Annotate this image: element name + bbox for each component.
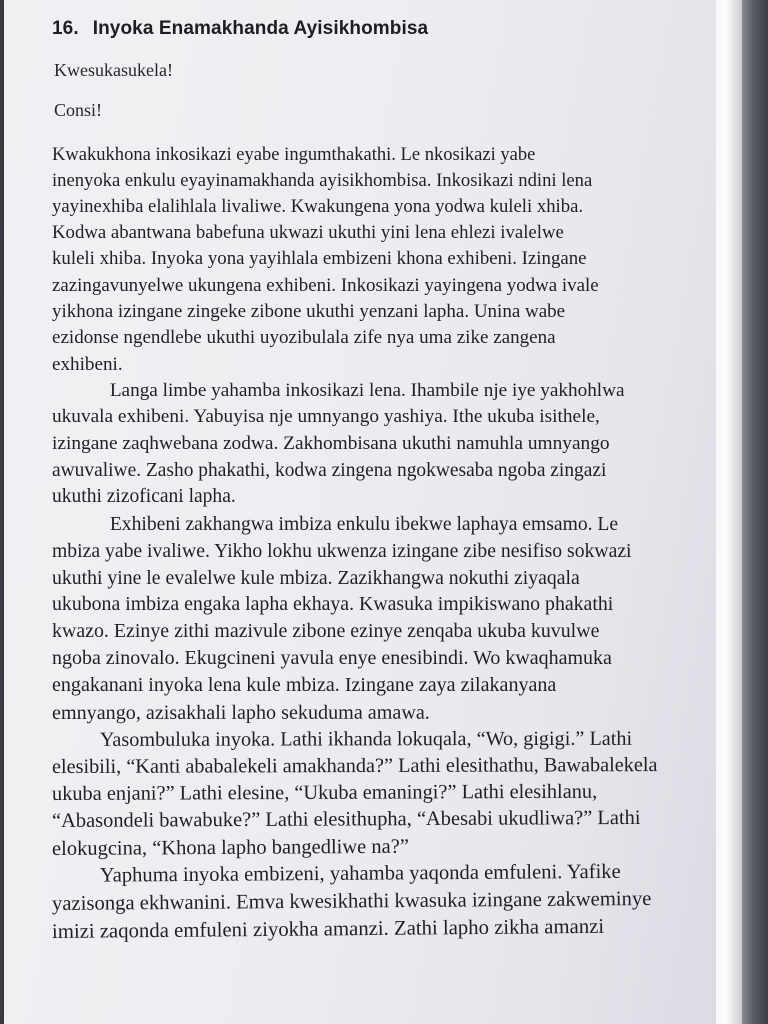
body-line: exhibeni.	[52, 353, 123, 375]
body-line: yayinexhiba elalihlala livaliwe. Kwakungena yona yodwa kuleli xhiba.	[52, 196, 584, 218]
body-line: ezidonse ngendlebe ukuthi uyozibulala zife nya uma zike zangena	[52, 327, 556, 349]
book-spine	[742, 0, 768, 1024]
body-line: Kodwa abantwana babefuna ukwazi ukuthi yini lena ehlezi ivalelwe	[52, 222, 564, 244]
chapter-title: Inyoka Enamakhanda Ayisikhombisa	[92, 18, 429, 39]
body-line: Yasombuluka inyoka. Lathi ikhanda lokuqala, “Wo, gigigi.” Lathi	[99, 727, 633, 751]
opening-response: Consi!	[54, 100, 103, 120]
body-line: “Abasondeli bawabuke?” Lathi elesithupha, “Abesabi ukudliwa?” Lathi	[51, 807, 641, 833]
body-line: izingane zaqhwebana zodwa. Zakhombisana ukuthi namuhla umnyango	[52, 432, 610, 454]
body-line: Exhibeni zakhangwa imbiza enkulu ibekwe laphaya emsamo. Le	[109, 512, 619, 535]
body-line: Langa limbe yahamba inkosikazi lena. Ihambile nje iye yakhohlwa	[109, 379, 625, 401]
page-curl-edge	[716, 0, 742, 1024]
body-line: awuvaliwe. Zasho phakathi, kodwa zingena ngokwesaba ngoba zingazi	[52, 459, 607, 481]
body-line: elokugcina, “Khona lapho bangedliwe na?”	[51, 835, 409, 860]
body-line: ukuthi zizoficani lapha.	[52, 486, 236, 508]
body-line: ukuba enjani?” Lathi elesine, “Ukuba emaningi?” Lathi elesihlanu,	[51, 780, 598, 806]
body-line: kuleli xhiba. Inyoka yona yayihlala embizeni khona exhibeni. Izingane	[52, 248, 587, 270]
opening-formula: Kwesukasukela!	[54, 60, 173, 80]
body-line: Yaphuma inyoka embizeni, yahamba yaqonda emfuleni. Yafike	[99, 861, 621, 887]
body-line: ngoba zinovalo. Ekugcineni yavula enye enesibindi. Wo kwaqhamuka	[52, 647, 612, 670]
chapter-number: 16.	[52, 18, 79, 39]
body-line: ukuvala exhibeni. Yabuyisa nje umnyango yashiya. Ithe ukuba isithele,	[52, 406, 600, 428]
book-page	[4, 0, 742, 1024]
body-line: yazisonga ekhwanini. Emva kwesikhathi kwasuka izingane zakweminye	[51, 887, 652, 915]
chapter-heading	[52, 18, 428, 40]
body-line: Kwakukhona inkosikazi eyabe ingumthakathi. Le nkosikazi yabe	[52, 144, 536, 165]
body-line: yikhona izingane zingeke zibone ukuthi yenzani lapha. Unina wabe	[52, 300, 566, 322]
story-body	[52, 142, 722, 946]
body-line: ukubona imbiza engaka lapha ekhaya. Kwasuka impikiswano phakathi	[52, 593, 614, 616]
body-line: inenyoka enkulu eyayinamakhanda ayisikhombisa. Inkosikazi ndini lena	[52, 170, 593, 191]
body-line: elesibili, “Kanti ababalekeli amakhanda?” Lathi elesithathu, Bawabalekela	[51, 753, 658, 778]
body-line: kwazo. Ezinye zithi mazivule zibone ezinye zenqaba ukuba kuvulwe	[52, 620, 600, 643]
body-line: ukuthi yine le evalelwe kule mbiza. Zazikhangwa nokuthi ziyaqala	[52, 566, 580, 589]
body-line: mbiza yabe ivaliwe. Yikho lokhu ukwenza izingane zibe nesifiso sokwazi	[52, 539, 632, 562]
body-line: emnyango, azisakhali lapho sekuduma amawa.	[51, 701, 430, 724]
body-line: engakanani inyoka lena kule mbiza. Izingane zaya zilakanyana	[52, 674, 557, 697]
body-line: zazingavunyelwe ukungena exhibeni. Inkosikazi yayingena yodwa ivale	[52, 274, 599, 296]
body-line: imizi zaqonda emfuleni ziyokha amanzi. Zathi lapho zikha amanzi	[51, 915, 605, 944]
